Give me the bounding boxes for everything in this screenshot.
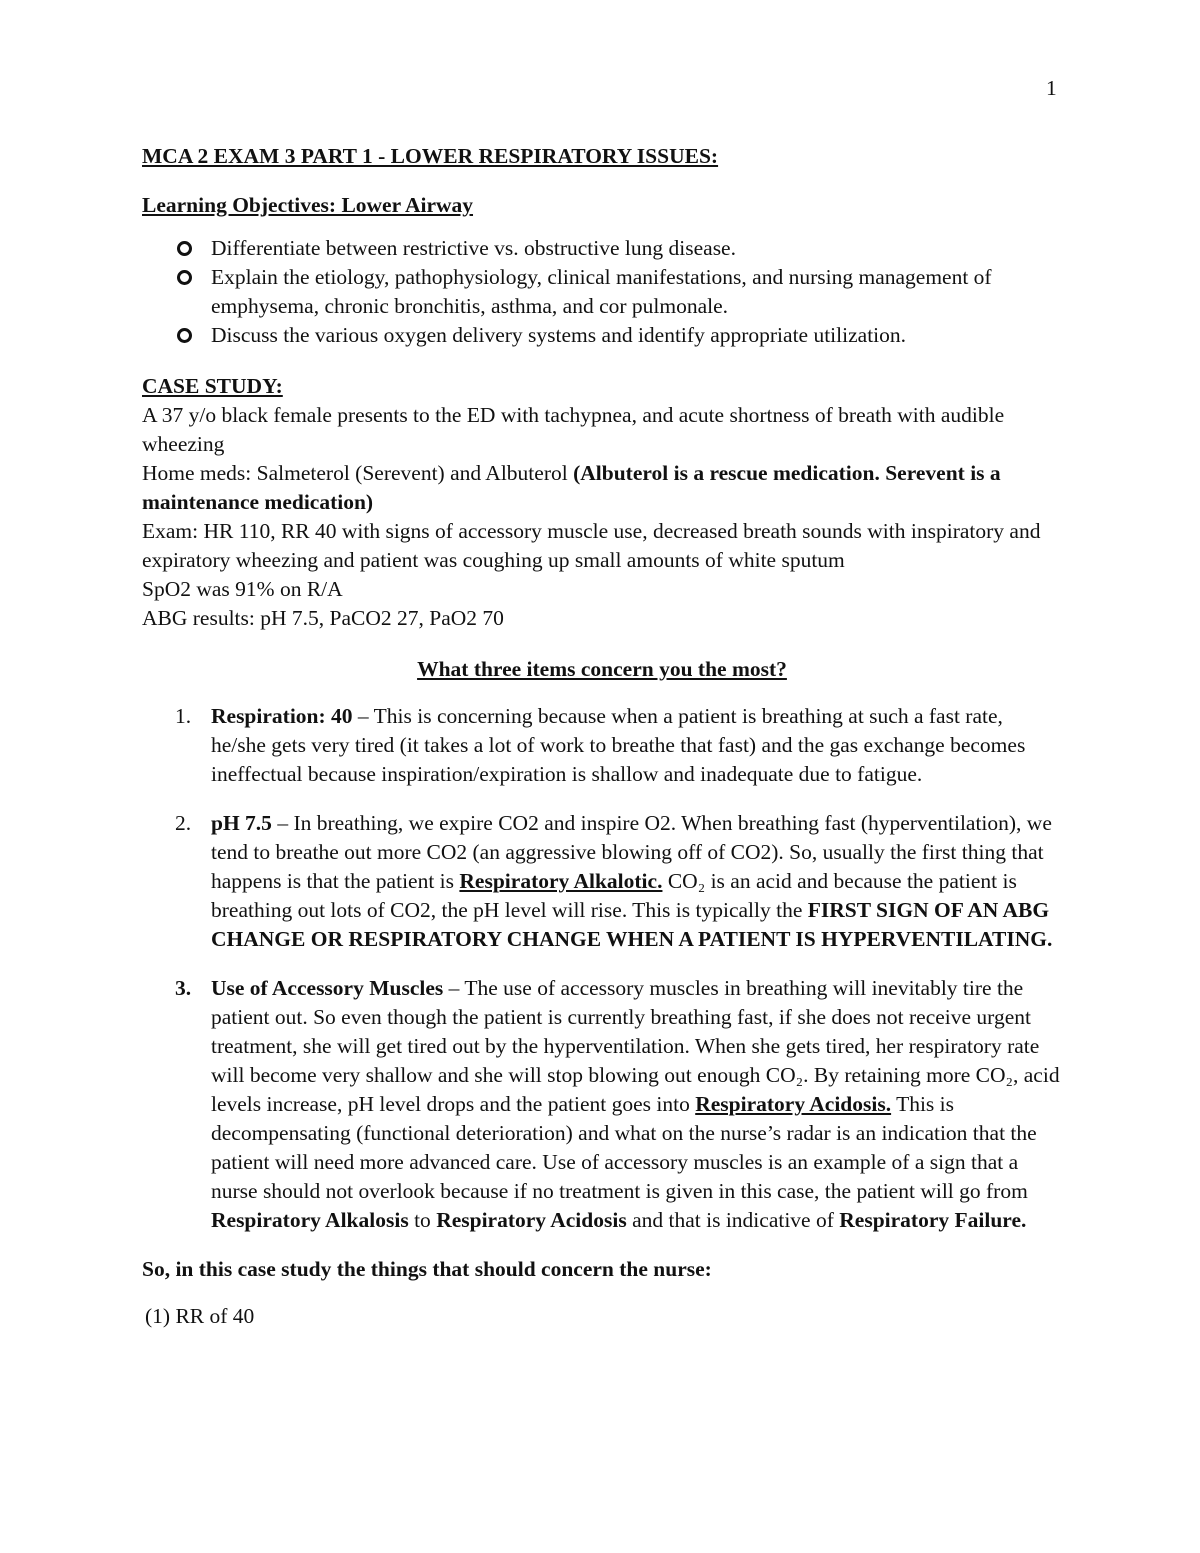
- page-number: 1: [1046, 76, 1057, 100]
- concern-term: Respiratory Alkalotic.: [459, 869, 663, 893]
- concern-item-respiration: [142, 702, 1062, 789]
- concerns-list: [142, 702, 1062, 1235]
- document-body: [142, 142, 1062, 1331]
- learning-objectives-list: [142, 234, 1062, 350]
- concern-term: Respiratory Acidosis.: [695, 1092, 892, 1116]
- case-study: [142, 372, 1062, 633]
- concern-label: Use of Accessory Muscles: [211, 976, 444, 1000]
- concern-text: – The use of accessory muscles in breathing will inevitably tire the patient out. So even though the patient is currently breathing fast, if she does not receive urgent treatment, she will get tired out by the hyperventilation. When she gets tired, her respiratory rate will become very shallow and she will stop blowing out enough CO₂. By retaining more CO₂, acid levels increase, pH level drops and the patient goes into: [211, 976, 1060, 1116]
- concern-item-accessory-muscles: [142, 974, 1062, 1235]
- case-spo2: SpO2 was 91% on R/A: [142, 577, 343, 601]
- concern-bold-term: Respiratory Acidosis: [436, 1208, 627, 1232]
- concern-bold-term: Respiratory Alkalosis: [211, 1208, 409, 1232]
- list-number: 3.: [175, 976, 192, 1000]
- objective-item: [142, 263, 1062, 321]
- concern-item-ph: [142, 809, 1062, 954]
- case-exam: Exam: HR 110, RR 40 with signs of accessory muscle use, decreased breath sounds with inspiratory and expiratory wheezing and patient was coughing up small amounts of white sputum: [142, 519, 1041, 572]
- circle-bullet-icon: [177, 270, 192, 285]
- concern-emphasis: FIRST SIGN OF AN ABG CHANGE OR RESPIRATORY CHANGE WHEN A PATIENT IS HYPERVENTILATING.: [211, 898, 1053, 951]
- case-presentation: A 37 y/o black female presents to the ED with tachypnea, and acute shortness of breath with audible wheezing: [142, 403, 1005, 456]
- concern-text: – This is concerning because when a patient is breathing at such a fast rate, he/she gets very tired (it takes a lot of work to breathe that fast) and the gas exchange becomes ineffectual because inspiration/expiration is shallow and inadequate due to fatigue.: [211, 704, 1026, 786]
- concern-text: – In breathing, we expire CO2 and inspire O2. When breathing fast (hyperventilation), we tend to breathe out more CO2 (an aggressive blowing off of CO2). So, usually the first thing that happens is that the patient is: [211, 811, 1052, 893]
- objective-text: Explain the etiology, pathophysiology, clinical manifestations, and nursing management of emphysema, chronic bronchitis, asthma, and cor pulmonale.: [211, 265, 992, 318]
- concern-text: This is decompensating (functional deterioration) and what on the nurse’s radar is an indication that the patient will need more advanced care. Use of accessory muscles is an example of a sign that a nurse should not overlook because if no treatment is given in this case, the patient will go from: [211, 1092, 1037, 1203]
- concern-text: CO₂ is an acid and because the patient is breathing out lots of CO2, the pH level will rise. This is typically the: [211, 869, 1017, 922]
- objective-item: [142, 321, 1062, 350]
- summary-item: (1) RR of 40: [145, 1304, 255, 1328]
- document-title: MCA 2 EXAM 3 PART 1 - LOWER RESPIRATORY ISSUES:: [142, 144, 719, 168]
- list-number: 2.: [175, 811, 192, 835]
- case-study-heading: CASE STUDY:: [142, 374, 283, 398]
- concern-text: and that is indicative of: [626, 1208, 840, 1232]
- learning-objectives-heading: Learning Objectives: Lower Airway: [142, 193, 474, 217]
- objective-item: [142, 234, 1062, 263]
- conclusion-heading: So, in this case study the things that should concern the nurse:: [142, 1257, 712, 1281]
- home-meds-text: Home meds: Salmeterol (Serevent) and Albuterol: [142, 461, 574, 485]
- concern-label: Respiration: 40: [211, 704, 353, 728]
- circle-bullet-icon: [177, 241, 192, 256]
- objective-text: Differentiate between restrictive vs. obstructive lung disease.: [211, 236, 736, 260]
- concern-label: pH 7.5: [211, 811, 272, 835]
- objective-text: Discuss the various oxygen delivery systems and identify appropriate utilization.: [211, 323, 907, 347]
- question-heading: What three items concern you the most?: [417, 657, 787, 681]
- home-meds-note: (Albuterol is a rescue medication. Serevent is a maintenance medication): [142, 461, 1001, 514]
- case-abg: ABG results: pH 7.5, PaCO2 27, PaO2 70: [142, 606, 504, 630]
- list-number: 1.: [175, 704, 192, 728]
- circle-bullet-icon: [177, 328, 192, 343]
- concern-text: to: [408, 1208, 437, 1232]
- case-home-meds: [142, 459, 1062, 517]
- concern-bold-term: Respiratory Failure.: [839, 1208, 1027, 1232]
